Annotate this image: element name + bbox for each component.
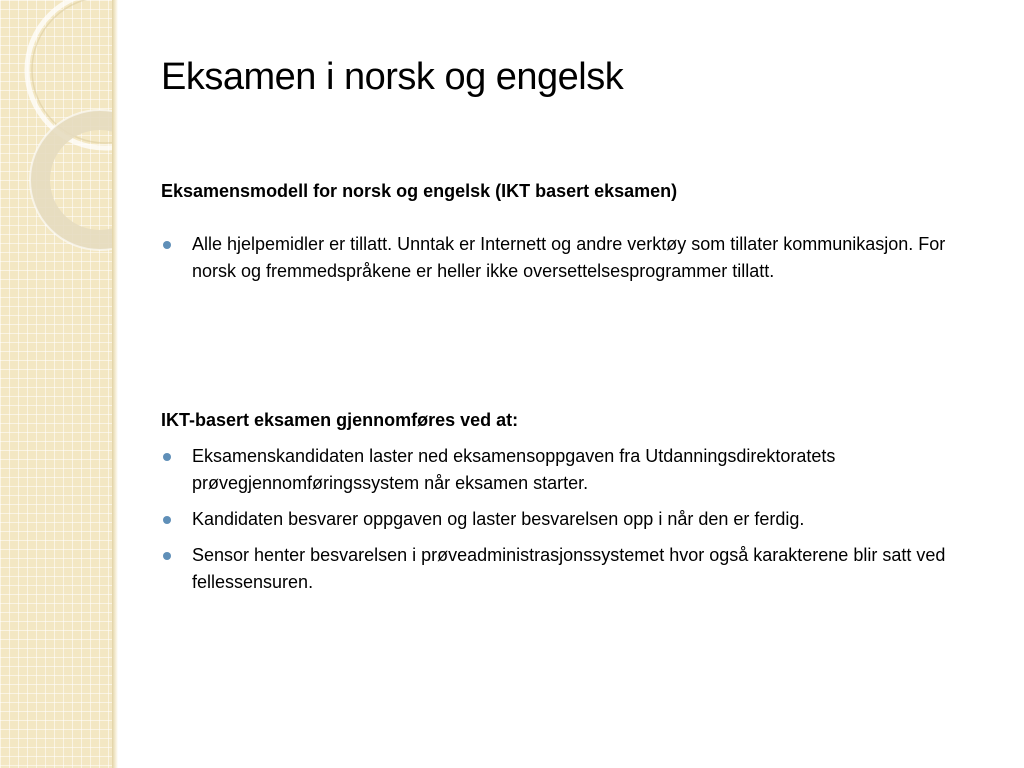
section1-bullet-list: [161, 231, 991, 285]
ring-thick: [40, 120, 112, 240]
bullet-icon: [163, 453, 171, 461]
decorative-rings: [0, 0, 112, 768]
bullet-text: Sensor henter besvarelsen i prøveadministrasjonssystemet hvor også karakterene blir satt ved fellessensuren.: [192, 545, 946, 592]
list-item: [161, 443, 991, 497]
bullet-icon: [163, 516, 171, 524]
bullet-text: Kandidaten besvarer oppgaven og laster besvarelsen opp i når den er ferdig.: [192, 509, 805, 529]
section2-bullet-list: [161, 443, 991, 596]
section2-heading: IKT-basert eksamen gjennomføres ved at:: [161, 410, 519, 430]
bullet-icon: [163, 552, 171, 560]
slide-title: Eksamen i norsk og engelsk: [161, 56, 624, 98]
spacer: [161, 294, 991, 407]
bullet-text: Eksamenskandidaten laster ned eksamensoppgaven fra Utdanningsdirektoratets prøvegjennomføringssystem når eksamen starter.: [192, 446, 836, 493]
decorative-side-panel: [0, 0, 112, 768]
list-item: [161, 231, 991, 285]
section1-heading: Eksamensmodell for norsk og engelsk (IKT basert eksamen): [161, 181, 678, 201]
side-panel-edge: [112, 0, 118, 768]
list-item: [161, 506, 991, 533]
slide-body: [161, 178, 991, 605]
bullet-text: Alle hjelpemidler er tillatt. Unntak er Internett og andre verktøy som tillater kommunikasjon. For norsk og fremmedspråkene er heller ikke oversettelsesprogrammer tillatt.: [192, 234, 946, 281]
list-item: [161, 542, 991, 596]
bullet-icon: [163, 241, 171, 249]
